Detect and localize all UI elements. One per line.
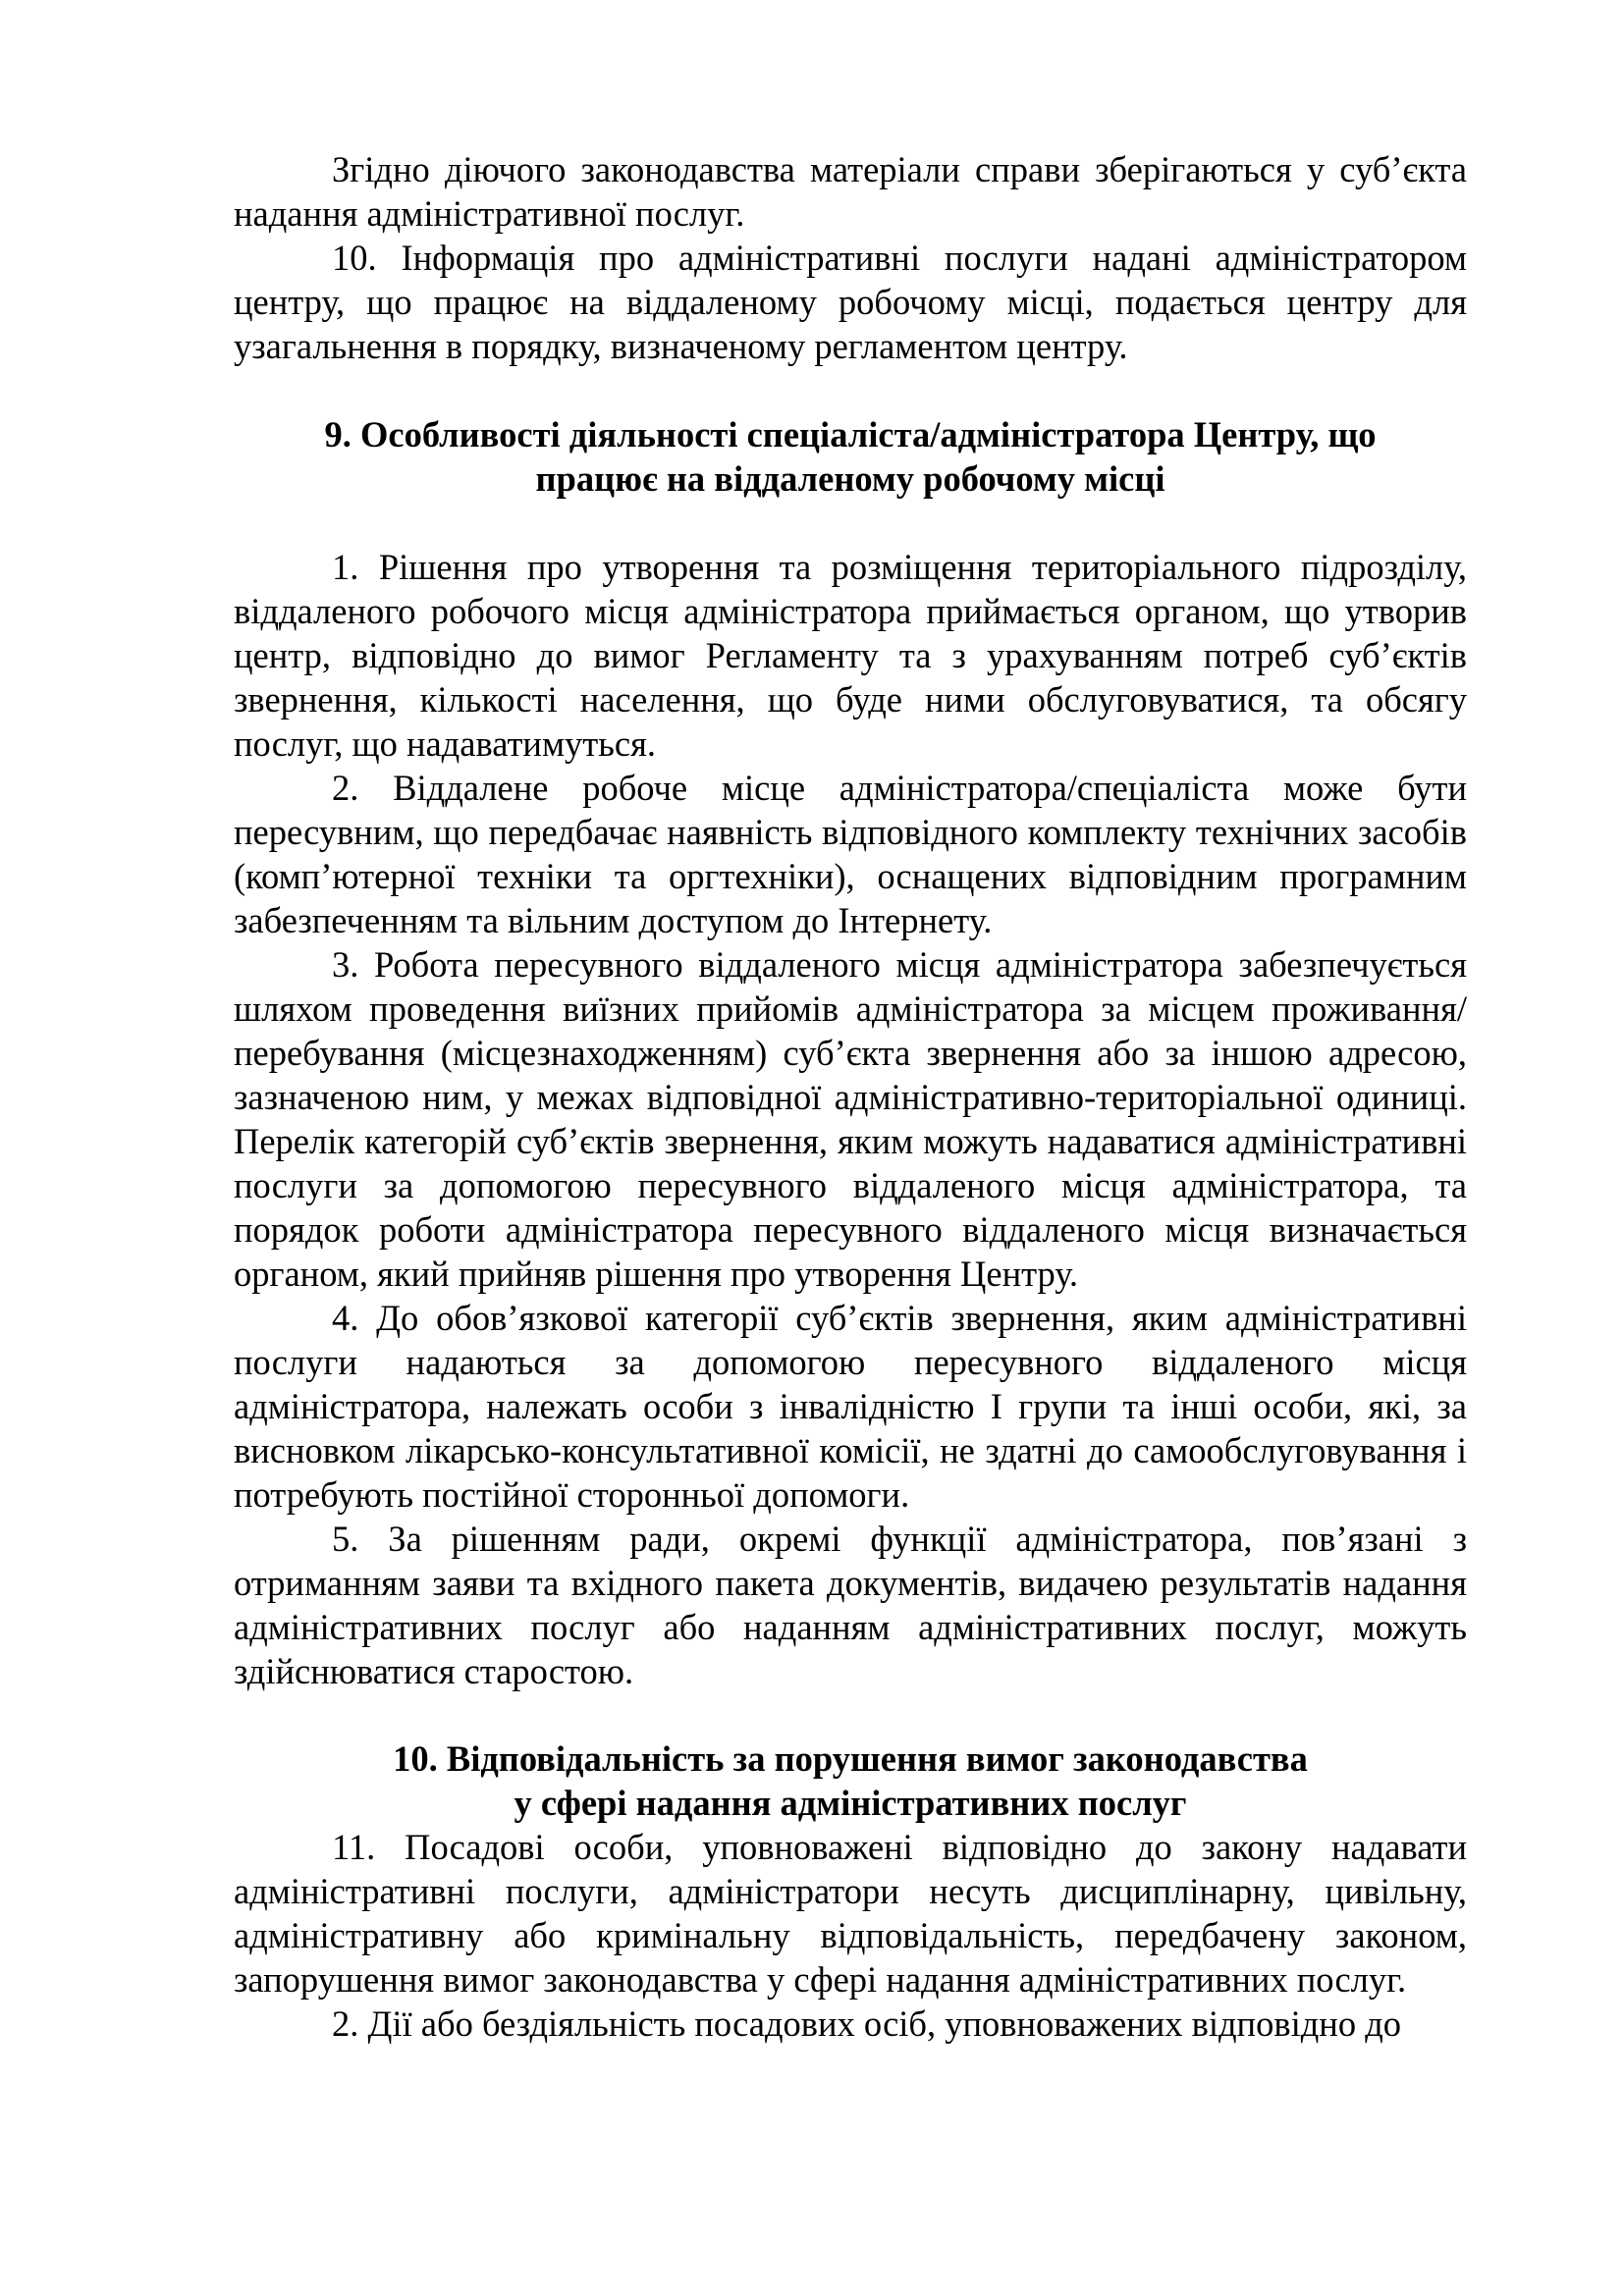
intro-paragraph-storage: Згідно діючого законодавства матеріали справи зберігаються у суб’єкта надання адміністративної послуг. [234, 149, 1467, 234]
section-10-paragraph-2: 2. Дії або бездіяльність посадових осіб, уповноважених відповідно до [332, 2003, 1402, 2044]
spacer [234, 501, 1467, 545]
section-9-paragraph-5: 5. За рішенням ради, окремі функції адміністратора, пов’язані з отриманням заяви та вхідного пакета документів, видачею результатів надання адміністративних послуг або наданням адміністративних послуг, можуть здійснюватися старостою. [234, 1519, 1467, 1691]
section-9-heading [234, 412, 1467, 501]
section-10-paragraph-1: 11. Посадові особи, уповноважені відповідно до закону надавати адміністративні послуги, адміністратори несуть дисциплінарну, цивільну, адміністративну або кримінальну відповідальність, передбачену законом, запорушення вимог законодавства у сфері надання адміністративних послуг. [234, 1827, 1467, 2000]
section-10-heading-line-1: 10. Відповідальність за порушення вимог законодавства [393, 1738, 1308, 1779]
spacer [234, 368, 1467, 412]
document-page [234, 147, 1467, 2046]
section-9-heading-line-1: 9. Особливості діяльності спеціаліста/адміністратора Центру, що [324, 414, 1377, 454]
section-9-paragraph-2: 2. Віддалене робоче місце адміністратора/спеціаліста може бути пересувним, що передбачає наявність відповідного комплекту технічних засобів (комп’ютерної техніки та оргтехніки), оснащених відповідним програмним забезпеченням та вільним доступом до Інтернету. [234, 768, 1467, 940]
section-10-heading [234, 1736, 1467, 1825]
spacer [234, 1693, 1467, 1736]
section-9-paragraph-3: 3. Робота пересувного віддаленого місця адміністратора забезпечується шляхом проведення виїзних прийомів адміністратора за місцем проживання/перебування (місцезнаходженням) суб’єкта звернення або за іншою адресою, зазначеною ним, у межах відповідної адміністративно-територіальної одиниці. Перелік категорій суб’єктів звернення, яким можуть надаватися адміністративні послуги за допомогою пересувного віддаленого місця адміністратора, та порядок роботи адміністратора пересувного віддаленого місця визначається органом, який прийняв рішення про утворення Центру. [234, 944, 1467, 1294]
section-10-heading-line-2: у сфері надання адміністративних послуг [514, 1783, 1187, 1823]
section-9-paragraph-1: 1. Рішення про утворення та розміщення територіального підрозділу, віддаленого робочого місця адміністратора приймається органом, що утворив центр, відповідно до вимог Регламенту та з урахуванням потреб суб’єктів звернення, кількості населення, що буде ними обслуговуватися, та обсягу послуг, що надаватимуться. [234, 547, 1467, 764]
section-9-paragraph-4: 4. До обов’язкової категорії суб’єктів звернення, яким адміністративні послуги надаються за допомогою пересувного віддаленого місця адміністратора, належать особи з інвалідністю I групи та інші особи, які, за висновком лікарсько-консультативної комісії, не здатні до самообслуговування і потребують постійної сторонньої допомоги. [234, 1298, 1467, 1515]
intro-paragraph-info: 10. Інформація про адміністративні послуги надані адміністратором центру, що працює на віддаленому робочому місці, подається центру для узагальнення в порядку, визначеному регламентом центру. [234, 238, 1467, 366]
section-9-heading-line-2: працює на віддаленому робочому місці [535, 458, 1165, 499]
